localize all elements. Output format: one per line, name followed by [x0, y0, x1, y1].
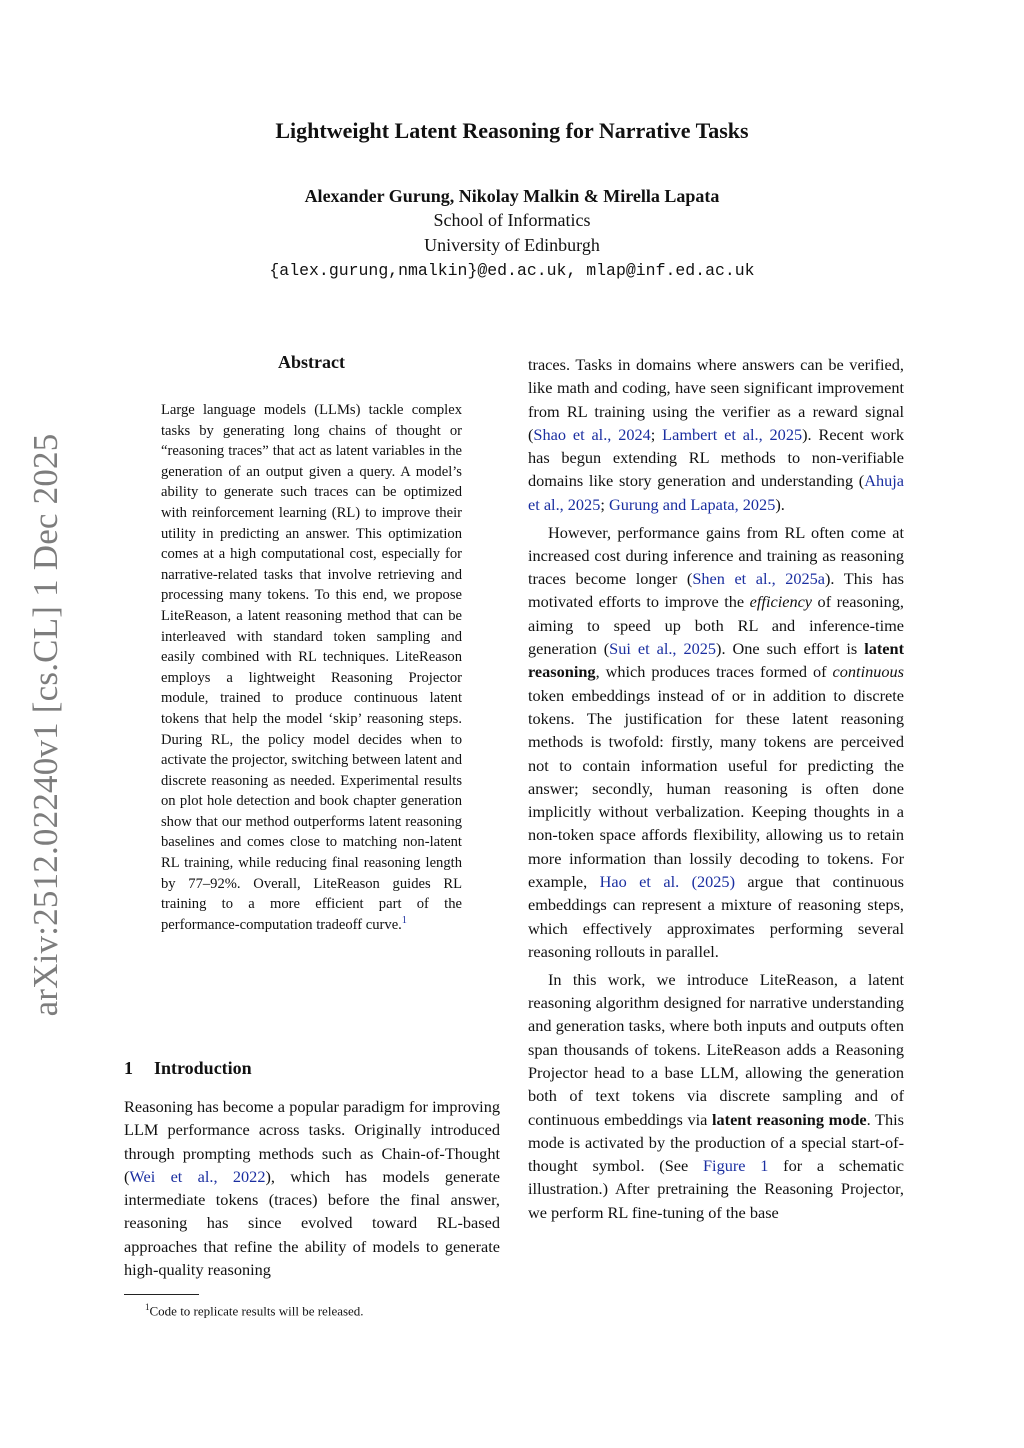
figure-reference-link[interactable]: Figure 1 [703, 1156, 769, 1176]
bold-term: latent reasoning mode [711, 1109, 867, 1129]
text-run: Reasoning has become a popular paradigm for improving LLM performance across tasks. Originally introduced through prompting methods such as Chain-of-Thought ( [124, 1097, 500, 1186]
text-run: of reasoning, aiming to speed up both RL and inference-time generation ( [528, 592, 904, 659]
text-run: However, performance gains from RL often come at increased cost during inference and training as reasoning traces become longer ( [528, 522, 904, 589]
citation-link[interactable]: Sui et al., 2025 [609, 639, 717, 659]
right-paragraph-1 [528, 353, 904, 516]
bold-term: latent reasoning [528, 639, 904, 682]
citation-link[interactable]: Gurung and Lapata, 2025 [608, 494, 776, 514]
text-run: ), which has models generate intermediate tokens (traces) before the final answer, reasoning has since evolved toward RL-based approaches that refine the ability of models to generate high-quality reasoning [124, 1166, 500, 1280]
author-emails: {alex.gurung,nmalkin}@ed.ac.uk, mlap@inf.ed.ac.uk [269, 261, 755, 280]
text-run: ). This has motivated efforts to improve the [528, 569, 904, 612]
text-run: ; [650, 424, 663, 444]
section-title: Introduction [154, 1058, 252, 1078]
citation-link[interactable]: Shao et al., 2024 [533, 424, 651, 444]
left-column-body [124, 1095, 500, 1281]
citation-link[interactable]: Ahuja et al., 2025 [528, 471, 904, 514]
abstract-text [161, 400, 462, 935]
text-run: ; [600, 494, 609, 514]
text-run: ). Recent work has begun extending RL methods to non-verifiable domains like story generation and understanding ( [528, 424, 904, 491]
right-paragraph-2 [528, 521, 904, 964]
text-run: ). [775, 494, 785, 514]
emphasis-text: continuous [832, 662, 904, 682]
text-run: , which produces traces formed of [595, 662, 833, 682]
text-run: traces. Tasks in domains where answers can be verified, like math and coding, have seen significant improvement from RL training using the verifier as a reward signal ( [528, 355, 904, 444]
footnote-text: Code to replicate results will be released. [149, 1303, 364, 1319]
section-heading-introduction [124, 1058, 252, 1079]
abstract-heading: Abstract [278, 352, 345, 372]
section-number: 1 [124, 1058, 133, 1078]
text-run: ). One such effort is [716, 639, 865, 659]
emphasis-text: efficiency [749, 592, 813, 612]
right-paragraph-3 [528, 968, 904, 1224]
right-column-body [528, 353, 904, 1224]
text-run: token embeddings instead of or in addition to discrete tokens. The justification for these latent reasoning methods is twofold: firstly, many tokens are perceived not to contain information useful for predicting the answer; secondly, human reasoning is often done implicitly without verbalization. Keeping thoughts in a non-token space affords flexibility, allowing us to retain more information than lossily decoding to tokens. For example, [528, 685, 904, 892]
authors: Alexander Gurung, Nikolay Malkin & Mirella Lapata [304, 186, 720, 206]
affiliation-school: School of Informatics [433, 210, 591, 230]
footnote-marker[interactable]: 1 [401, 914, 407, 926]
citation-link[interactable]: Hao et al. (2025) [599, 872, 735, 892]
affiliation-university: University of Edinburgh [424, 235, 600, 255]
citation-link[interactable]: Lambert et al., 2025 [662, 424, 803, 444]
citation-link[interactable]: Shen et al., 2025a [692, 569, 826, 589]
paper-title: Lightweight Latent Reasoning for Narrative Tasks [275, 118, 749, 143]
footnote-divider [124, 1294, 199, 1295]
text-run: argue that continuous embeddings can represent a mixture of reasoning steps, which effectively approximates performing several reasoning rollouts in parallel. [528, 872, 904, 961]
citation-link[interactable]: Wei et al., 2022 [129, 1166, 266, 1186]
intro-paragraph-1 [124, 1095, 500, 1281]
footnote-number: 1 [145, 1302, 150, 1312]
abstract-body: Large language models (LLMs) tackle complex tasks by generating long chains of thought or “reasoning traces” that act as latent variables in the generation of an output given a query. A model’s ability to generate such traces can be optimized with reinforcement learning (RL) to improve their utility in predicting an answer. This optimization comes at a high computational cost, especially for narrative-related tasks that involve retrieving and processing many tokens. To this end, we propose LiteReason, a latent reasoning method that can be interleaved with standard token sampling and easily combined with RL techniques. LiteReason employs a lightweight Reasoning Projector module, trained to produce continuous latent tokens that help the model ‘skip’ reasoning steps. During RL, the policy model decides when to activate the projector, switching between latent and discrete reasoning as needed. Experimental results on plot hole detection and book chapter generation show that our method outperforms latent reasoning baselines and comes close to matching non-latent RL training, while reducing final reasoning length by 77–92%. Overall, LiteReason guides RL training to a more efficient part of the performance-computation tradeoff curve. [161, 402, 462, 933]
text-run: for a schematic illustration.) After pretraining the Reasoning Projector, we perform RL fine-tuning of the base [528, 1156, 905, 1222]
footnote [145, 1298, 364, 1320]
text-run: . This mode is activated by the production of a special start-of-thought symbol. (See [528, 1109, 905, 1176]
arxiv-identifier[interactable]: arXiv:2512.02240v1 [cs.CL] 1 Dec 2025 [26, 433, 65, 1017]
text-run: In this work, we introduce LiteReason, a latent reasoning algorithm designed for narrative understanding and generation tasks, where both inputs and outputs often span thousands of tokens. LiteReason adds a Reasoning Projector head to a base LLM, allowing the generation both of text tokens via discrete sampling and of continuous embeddings via [528, 969, 904, 1129]
